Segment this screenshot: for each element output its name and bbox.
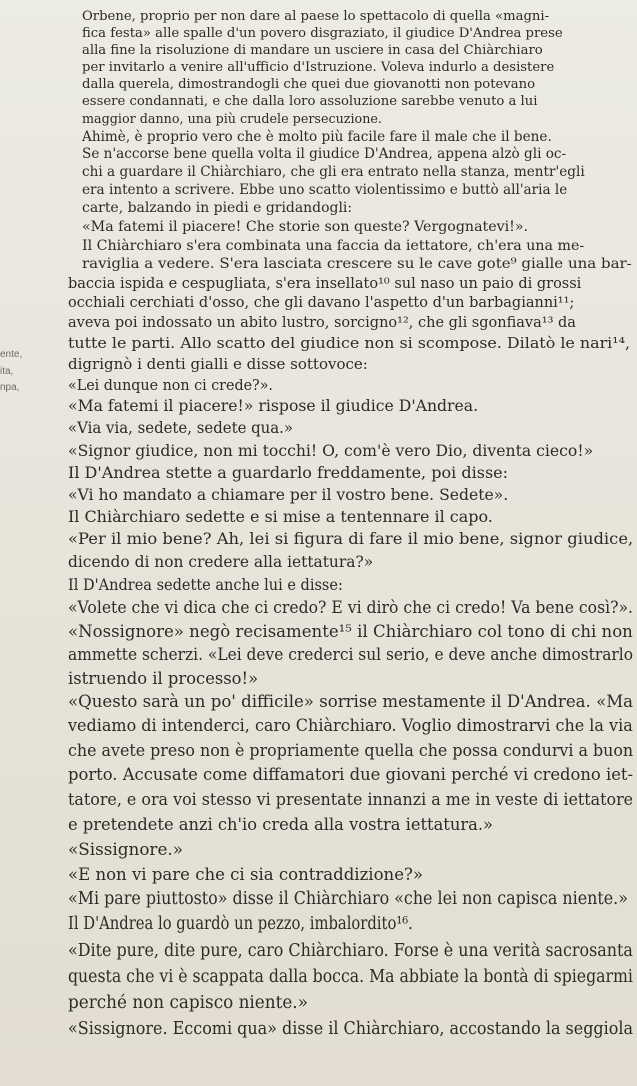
text-line: Il Chiàrchiaro s'era combinata una faccia da iettatore, ch'era una me- [82, 238, 585, 254]
text-line: chi a guardare il Chiàrchiaro, che gli era entrato nella stanza, mentr'egli [82, 164, 585, 180]
text-line: Ahimè, è proprio vero che è molto più facile fare il male che il bene. [82, 129, 552, 145]
text-line: perché non capisco niente.» [68, 992, 308, 1013]
text-line: alla fine la risoluzione di mandare un usciere in casa del Chiàrchiaro [82, 43, 543, 58]
margin-note: ita, [0, 366, 14, 377]
text-line: «Dite pure, dite pure, caro Chiàrchiaro. Forse è una verità sacrosanta [68, 940, 633, 961]
text-line: dalla querela, dimostrandogli che quei due giovanotti non potevano [82, 77, 536, 92]
text-line: carte, balzando in piedi e gridandogli: [82, 200, 353, 216]
text-line: baccia ispida e cespugliata, s'era insellato¹⁰ sul naso un paio di grossi [68, 276, 582, 292]
text-line: era intento a scrivere. Ebbe uno scatto violentissimo e buttò all'aria le [82, 182, 568, 198]
text-line: e pretendete anzi ch'io creda alla vostra iettatura.» [68, 815, 493, 835]
text-line: aveva poi indossato un abito lustro, sorcigno¹², che gli sgonfiava¹³ da [68, 315, 576, 331]
text-line: questa che vi è scappata dalla bocca. Ma abbiate la bontà di spiegarmi [68, 966, 633, 987]
text-line: porto. Accusate come diffamatori due giovani perché vi credono iet- [68, 765, 634, 785]
text-line: «Ma fatemi il piacere!» rispose il giudice D'Andrea. [68, 397, 479, 415]
text-line: «Mi pare piuttosto» disse il Chiàrchiaro «che lei non capisca niente.» [68, 889, 628, 909]
text-line: «E non vi pare che ci sia contraddizione?» [68, 865, 423, 885]
text-line: fica festa» alle spalle d'un povero disgraziato, il giudice D'Andrea prese [82, 26, 563, 41]
text-line: «Ma fatemi il piacere! Che storie son queste? Vergognatevi!». [82, 219, 529, 235]
text-line: «Sissignore. Eccomi qua» disse il Chiàrchiaro, accostando la seggiola [68, 1018, 633, 1039]
text-line: maggior danno, una più crudele persecuzione. [82, 112, 382, 127]
text-line: «Vi ho mandato a chiamare per il vostro bene. Sedete». [68, 485, 509, 504]
text-line: dicendo di non credere alla iettatura?» [68, 552, 374, 571]
text-line: «Nossignore» negò recisamente¹⁵ il Chiàrchiaro col tono di chi non [68, 622, 633, 641]
text-line: per invitarlo a venire all'ufficio d'Istruzione. Voleva indurlo a desistere [82, 60, 555, 75]
text-line: tatore, e ora voi stesso vi presentate innanzi a me in veste di iettatore [68, 790, 634, 810]
text-line: essere condannati, e che dalla loro assoluzione sarebbe venuto a lui [82, 94, 538, 109]
text-line: «Volete che vi dica che ci credo? E vi dirò che ci credo! Va bene così?». [68, 598, 634, 617]
text-line: vediamo di intenderci, caro Chiàrchiaro. Voglio dimostrarvi che la via [68, 716, 633, 736]
text-line: Orbene, proprio per non dare al paese lo spettacolo di quella «magni- [82, 9, 550, 24]
text-line: Il Chiàrchiaro sedette e si mise a tentennare il capo. [68, 507, 493, 526]
text-line: ammette scherzi. «Lei deve crederci sul serio, e deve anche dimostrarlo [68, 645, 633, 664]
text-line: istruendo il processo!» [68, 669, 259, 688]
text-line: «Lei dunque non ci crede?». [68, 376, 273, 394]
text-line: occhiali cerchiati d'osso, che gli davano l'aspetto d'un barbagianni¹¹; [68, 295, 575, 311]
text-line: «Via via, sedete, sedete qua.» [68, 419, 294, 437]
text-line: che avete preso non è propriamente quella che possa condurvi a buon [68, 741, 634, 761]
text-line: «Signor giudice, non mi tocchi! O, com'è vero Dio, diventa cieco!» [68, 441, 594, 460]
text-line: digrignò i denti gialli e disse sottovoce: [68, 355, 368, 373]
margin-note: npa, [0, 382, 20, 393]
text-line: Il D'Andrea lo guardò un pezzo, imbalordito¹⁶. [68, 914, 413, 934]
text-line: «Questo sarà un po' difficile» sorrise mestamente il D'Andrea. «Ma [68, 692, 634, 712]
text-line: Se n'accorse bene quella volta il giudice D'Andrea, appena alzò gli oc- [82, 146, 567, 162]
text-line: tutte le parti. Allo scatto del giudice non si scompose. Dilatò le nari¹⁴, [68, 334, 631, 352]
text-line: raviglia a vedere. S'era lasciata crescere su le cave gote⁹ gialle una bar- [82, 256, 632, 272]
margin-note: ente, [0, 349, 23, 360]
text-line: «Sissignore.» [68, 840, 184, 860]
text-line: Il D'Andrea stette a guardarlo freddamente, poi disse: [68, 463, 509, 482]
text-line: Il D'Andrea sedette anche lui e disse: [68, 575, 343, 594]
text-line: «Per il mio bene? Ah, lei si figura di fare il mio bene, signor giudice, [68, 529, 634, 548]
